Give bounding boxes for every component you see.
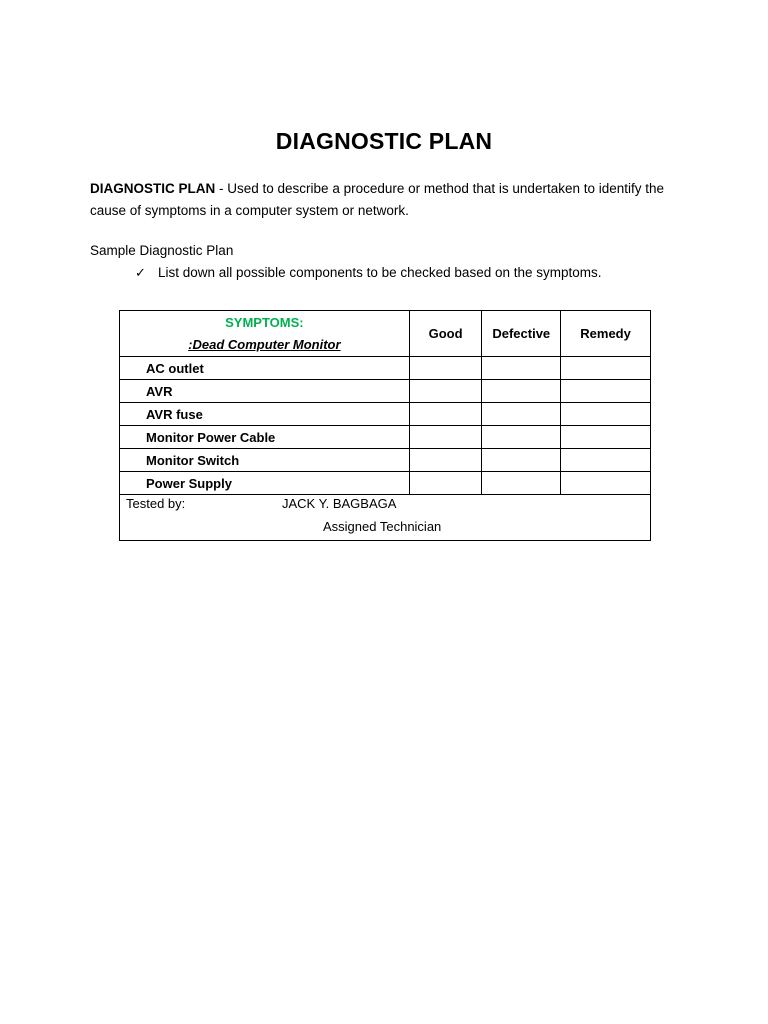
- definition-paragraph: [90, 178, 670, 222]
- tested-by-cell: [120, 495, 651, 541]
- remedy-cell[interactable]: [561, 403, 651, 426]
- tested-by-label: Tested by:: [126, 496, 186, 511]
- good-cell[interactable]: [409, 472, 482, 495]
- defective-cell[interactable]: [482, 380, 561, 403]
- page-title: DIAGNOSTIC PLAN: [275, 128, 493, 154]
- table-row: [120, 426, 651, 449]
- defective-cell[interactable]: [482, 472, 561, 495]
- component-cell: Power Supply: [120, 472, 410, 495]
- check-icon: ✓: [135, 265, 146, 280]
- symptoms-label: SYMPTOMS:: [225, 314, 304, 330]
- definition-term: DIAGNOSTIC PLAN: [90, 181, 216, 196]
- defective-cell[interactable]: [482, 357, 561, 380]
- remedy-cell[interactable]: [561, 449, 651, 472]
- definition-text: - Used to describe a procedure or method that is undertaken to identify the cause of symptoms in a computer system or network.: [90, 181, 665, 218]
- remedy-cell[interactable]: [561, 380, 651, 403]
- component-cell: AVR fuse: [120, 403, 410, 426]
- table-footer-row: [120, 495, 651, 541]
- good-cell[interactable]: [409, 449, 482, 472]
- defective-cell[interactable]: [482, 426, 561, 449]
- good-cell[interactable]: [409, 380, 482, 403]
- sample-plan-label: Sample Diagnostic Plan: [90, 243, 234, 258]
- symptoms-header-cell: [120, 311, 410, 357]
- table-row: [120, 380, 651, 403]
- good-cell[interactable]: [409, 357, 482, 380]
- diagnostic-table: [119, 310, 651, 541]
- checklist-item: [135, 265, 602, 281]
- table-row: [120, 403, 651, 426]
- remedy-cell[interactable]: [561, 472, 651, 495]
- column-header-remedy: Remedy: [561, 311, 651, 357]
- component-cell: AVR: [120, 380, 410, 403]
- symptoms-value: :Dead Computer Monitor: [188, 336, 341, 352]
- component-cell: Monitor Power Cable: [120, 426, 410, 449]
- remedy-cell[interactable]: [561, 426, 651, 449]
- column-header-defective: Defective: [482, 311, 561, 357]
- good-cell[interactable]: [409, 426, 482, 449]
- column-header-good: Good: [409, 311, 482, 357]
- table-row: [120, 472, 651, 495]
- defective-cell[interactable]: [482, 403, 561, 426]
- remedy-cell[interactable]: [561, 357, 651, 380]
- table-header-row: [120, 311, 651, 357]
- defective-cell[interactable]: [482, 449, 561, 472]
- tester-name: JACK Y. BAGBAGA: [282, 496, 397, 511]
- checklist-item-text: List down all possible components to be checked based on the symptoms.: [158, 265, 602, 280]
- table-row: [120, 357, 651, 380]
- component-cell: AC outlet: [120, 357, 410, 380]
- component-cell: Monitor Switch: [120, 449, 410, 472]
- tester-role: Assigned Technician: [323, 519, 442, 534]
- good-cell[interactable]: [409, 403, 482, 426]
- table-row: [120, 449, 651, 472]
